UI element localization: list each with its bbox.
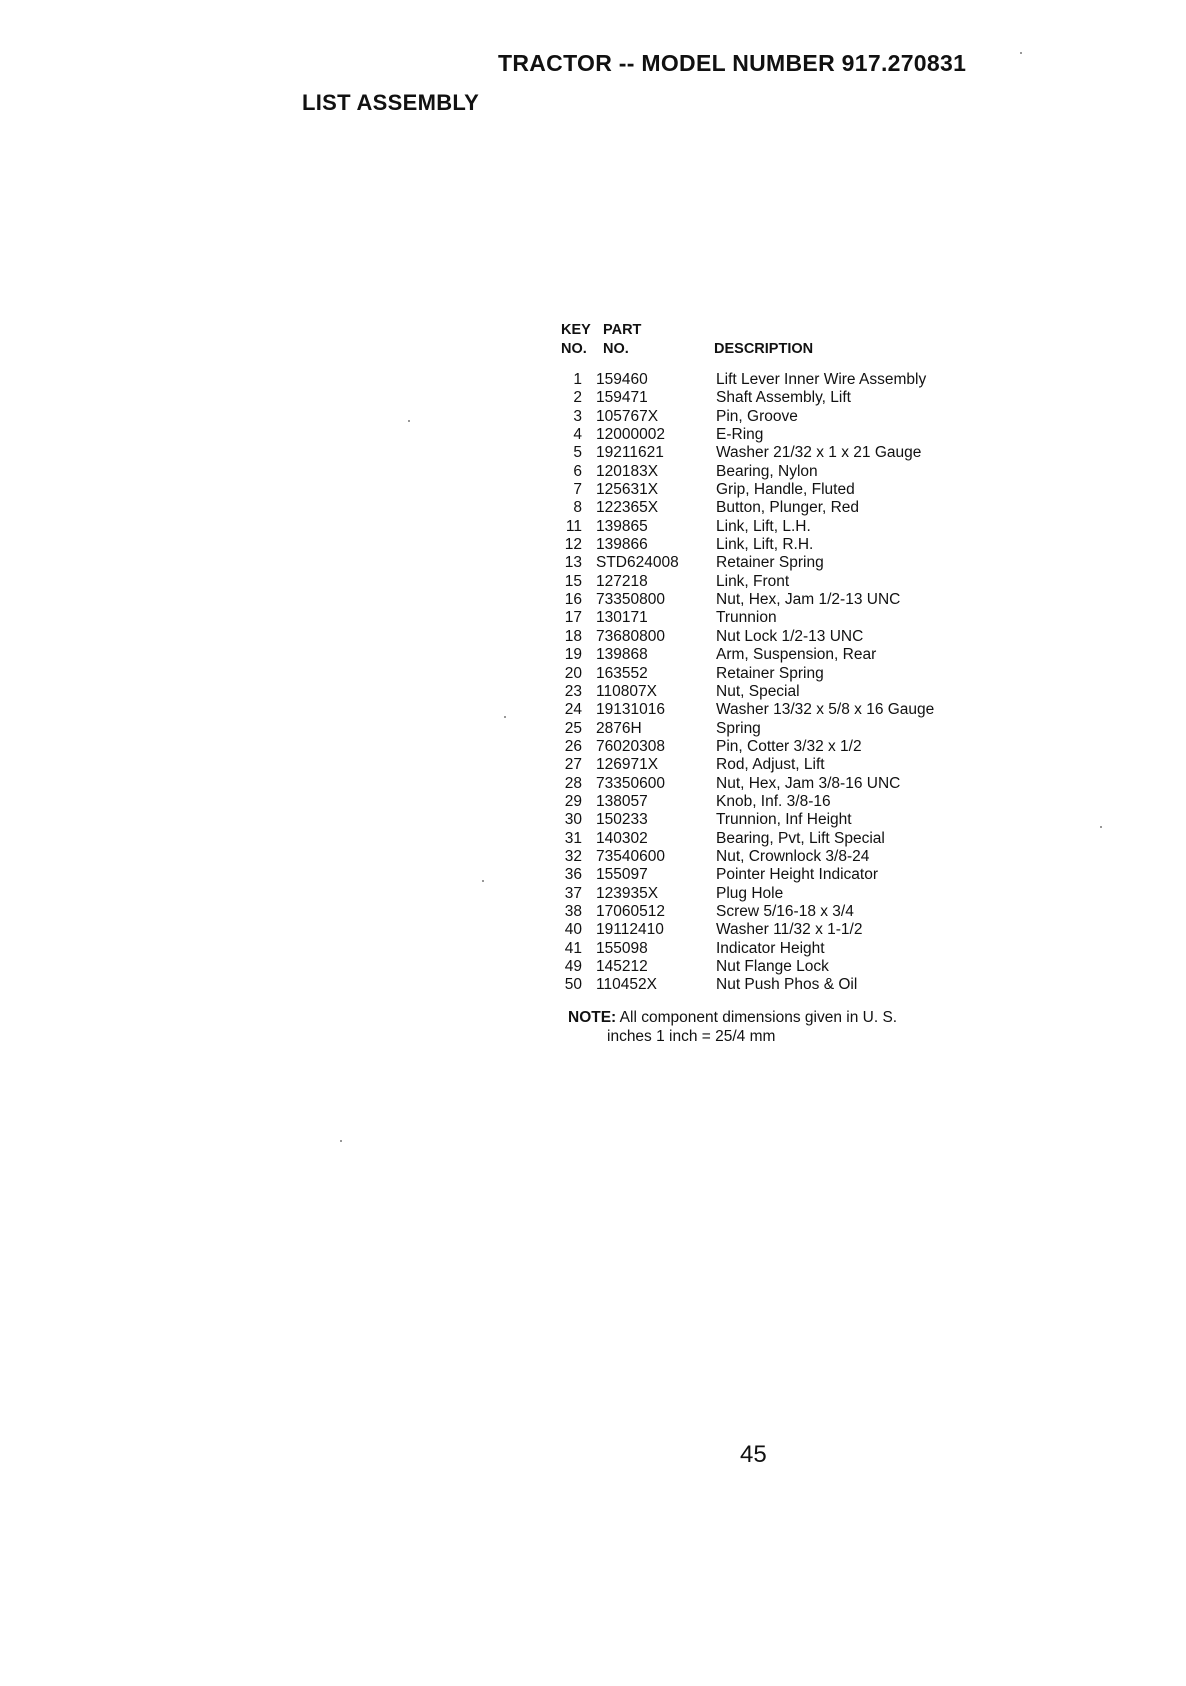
row-key-no: 2 (573, 389, 582, 407)
row-part-no: 19131016 (596, 701, 665, 719)
table-row (548, 591, 978, 609)
table-row (548, 683, 978, 701)
row-description: Trunnion, Inf Height (716, 811, 852, 829)
row-part-no: 105767X (596, 407, 659, 425)
row-description: Link, Lift, R.H. (716, 536, 814, 554)
row-key-no: 20 (564, 664, 582, 682)
row-key-no: 4 (573, 426, 582, 444)
row-key-no: 31 (564, 829, 582, 847)
table-row (548, 903, 978, 921)
row-part-no: 19211621 (596, 444, 664, 462)
table-row (548, 628, 978, 646)
row-key-no: 25 (564, 719, 582, 737)
row-key-no: 13 (564, 554, 582, 572)
row-part-no: 138057 (596, 792, 648, 810)
row-key-no: 24 (564, 701, 582, 719)
row-key-no: 1 (573, 371, 582, 388)
row-description: Link, Lift, L.H. (716, 517, 811, 535)
table-row (548, 371, 978, 389)
table-row (548, 756, 978, 774)
row-key-no: 6 (573, 462, 582, 480)
row-part-no: STD624008 (596, 554, 679, 572)
table-row (548, 958, 978, 976)
row-key-no: 50 (564, 976, 582, 994)
row-part-no: 123935X (596, 884, 659, 902)
row-description: Pointer Height Indicator (716, 866, 878, 884)
row-part-no: 155097 (596, 866, 648, 884)
row-description: Screw 5/16-18 x 3/4 (716, 902, 854, 920)
table-row (548, 389, 978, 407)
table-row (548, 408, 978, 426)
row-key-no: 8 (573, 499, 582, 517)
row-key-no: 23 (564, 682, 582, 700)
row-description: Bearing, Pvt, Lift Special (716, 829, 885, 847)
row-key-no: 37 (564, 884, 582, 902)
row-part-no: 17060512 (596, 902, 665, 920)
row-description: Grip, Handle, Fluted (716, 481, 855, 499)
row-part-no: 2876H (596, 719, 642, 737)
row-description: Plug Hole (716, 884, 784, 902)
row-part-no: 155098 (596, 939, 648, 957)
row-part-no: 73680800 (596, 627, 665, 645)
row-part-no: 139865 (596, 517, 648, 535)
scan-speck (408, 420, 410, 422)
col-header-part-line2: NO. (603, 341, 629, 357)
row-description: Nut, Hex, Jam 1/2-13 UNC (716, 591, 901, 609)
table-row (548, 775, 978, 793)
table-row (548, 609, 978, 627)
table-row (548, 646, 978, 664)
row-key-no: 36 (564, 866, 582, 884)
page-title: TRACTOR -- MODEL NUMBER 917.270831 (498, 50, 967, 76)
table-row (548, 518, 978, 536)
row-description: Indicator Height (716, 939, 825, 957)
row-part-no: 73350600 (596, 774, 665, 792)
table-row (548, 463, 978, 481)
row-description: Bearing, Nylon (716, 462, 818, 480)
row-key-no: 26 (564, 737, 582, 755)
row-part-no: 150233 (596, 811, 648, 829)
col-header-key-line2: NO. (561, 341, 587, 357)
table-row (548, 701, 978, 719)
row-part-no: 159471 (596, 389, 648, 407)
table-row (548, 665, 978, 683)
table-row (548, 866, 978, 884)
row-key-no: 11 (565, 517, 582, 535)
row-key-no: 40 (564, 921, 582, 939)
row-description: Knob, Inf. 3/8-16 (716, 792, 831, 810)
row-key-no: 15 (564, 572, 582, 590)
row-description: Spring (716, 719, 761, 737)
table-row (548, 426, 978, 444)
row-part-no: 139868 (596, 646, 648, 664)
row-description: Washer 11/32 x 1-1/2 (716, 921, 863, 939)
note-label: NOTE: (568, 1009, 617, 1026)
table-row (548, 848, 978, 866)
row-description: Pin, Groove (716, 407, 798, 425)
scan-speck (1020, 52, 1022, 54)
col-header-part-line1: PART (603, 322, 642, 338)
row-description: Nut, Special (716, 682, 800, 700)
col-header-description: DESCRIPTION (714, 341, 814, 357)
page-number: 45 (740, 1441, 767, 1468)
row-key-no: 16 (564, 591, 582, 609)
row-key-no: 41 (564, 939, 582, 957)
row-description: Retainer Spring (716, 664, 824, 682)
row-key-no: 17 (564, 609, 582, 627)
table-row (548, 499, 978, 517)
row-part-no: 120183X (596, 462, 659, 480)
row-part-no: 12000002 (596, 426, 665, 444)
row-key-no: 12 (564, 536, 582, 554)
scan-speck (504, 716, 506, 718)
row-part-no: 122365X (596, 499, 659, 517)
row-description: Arm, Suspension, Rear (716, 646, 877, 664)
row-key-no: 5 (573, 444, 582, 462)
row-description: E-Ring (716, 426, 764, 444)
note-line2: inches 1 inch = 25/4 mm (607, 1028, 776, 1045)
row-part-no: 130171 (596, 609, 648, 627)
table-row (548, 738, 978, 756)
row-description: Pin, Cotter 3/32 x 1/2 (716, 737, 862, 755)
table-row (548, 811, 978, 829)
row-description: Washer 21/32 x 1 x 21 Gauge (716, 444, 922, 462)
row-description: Trunnion (716, 609, 777, 627)
row-part-no: 140302 (596, 829, 648, 847)
row-description: Nut Push Phos & Oil (716, 976, 858, 994)
scan-speck (482, 880, 484, 882)
scan-speck (340, 1140, 342, 1142)
table-row (548, 793, 978, 811)
row-part-no: 163552 (596, 664, 648, 682)
row-part-no: 76020308 (596, 737, 665, 755)
row-part-no: 73540600 (596, 847, 665, 865)
row-key-no: 18 (564, 627, 582, 645)
note (568, 1008, 897, 1046)
row-description: Link, Front (716, 572, 790, 590)
table-row (548, 830, 978, 848)
row-part-no: 19112410 (596, 921, 664, 939)
table-row (548, 885, 978, 903)
row-key-no: 38 (564, 902, 582, 920)
row-key-no: 28 (564, 774, 582, 792)
row-description: Nut Flange Lock (716, 958, 829, 975)
parts-list (548, 371, 978, 995)
row-part-no: 145212 (596, 958, 648, 975)
table-row (548, 976, 978, 994)
row-key-no: 19 (564, 646, 582, 664)
table-row (548, 444, 978, 462)
row-part-no: 159460 (596, 371, 648, 388)
row-description: Button, Plunger, Red (716, 499, 860, 517)
row-part-no: 125631X (596, 481, 659, 499)
row-part-no: 73350800 (596, 591, 665, 609)
table-row (548, 554, 978, 572)
row-part-no: 110807X (596, 682, 657, 700)
note-line1: All component dimensions given in U. S. (619, 1009, 898, 1026)
row-description: Nut, Crownlock 3/8-24 (716, 847, 870, 865)
row-description: Shaft Assembly, Lift (716, 389, 851, 407)
table-row (548, 720, 978, 738)
row-key-no: 27 (564, 756, 582, 774)
row-description: Nut, Hex, Jam 3/8-16 UNC (716, 774, 901, 792)
row-key-no: 49 (564, 958, 582, 975)
table-row (548, 481, 978, 499)
row-key-no: 29 (564, 792, 582, 810)
section-title: LIST ASSEMBLY (302, 90, 480, 115)
scan-speck (1100, 826, 1102, 828)
row-key-no: 32 (564, 847, 582, 865)
table-row (548, 940, 978, 958)
row-description: Retainer Spring (716, 554, 824, 572)
row-part-no: 110452X (596, 976, 657, 994)
row-key-no: 3 (573, 407, 582, 425)
row-key-no: 7 (573, 481, 582, 499)
row-description: Rod, Adjust, Lift (716, 756, 825, 774)
row-part-no: 139866 (596, 536, 648, 554)
row-part-no: 126971X (596, 756, 659, 774)
row-description: Lift Lever Inner Wire Assembly (716, 371, 927, 388)
table-row (548, 536, 978, 554)
row-part-no: 127218 (596, 572, 648, 590)
table-row (548, 573, 978, 591)
col-header-key-line1: KEY (561, 322, 591, 338)
row-key-no: 30 (564, 811, 582, 829)
row-description: Washer 13/32 x 5/8 x 16 Gauge (716, 701, 935, 719)
row-description: Nut Lock 1/2-13 UNC (716, 627, 864, 645)
table-row (548, 921, 978, 939)
